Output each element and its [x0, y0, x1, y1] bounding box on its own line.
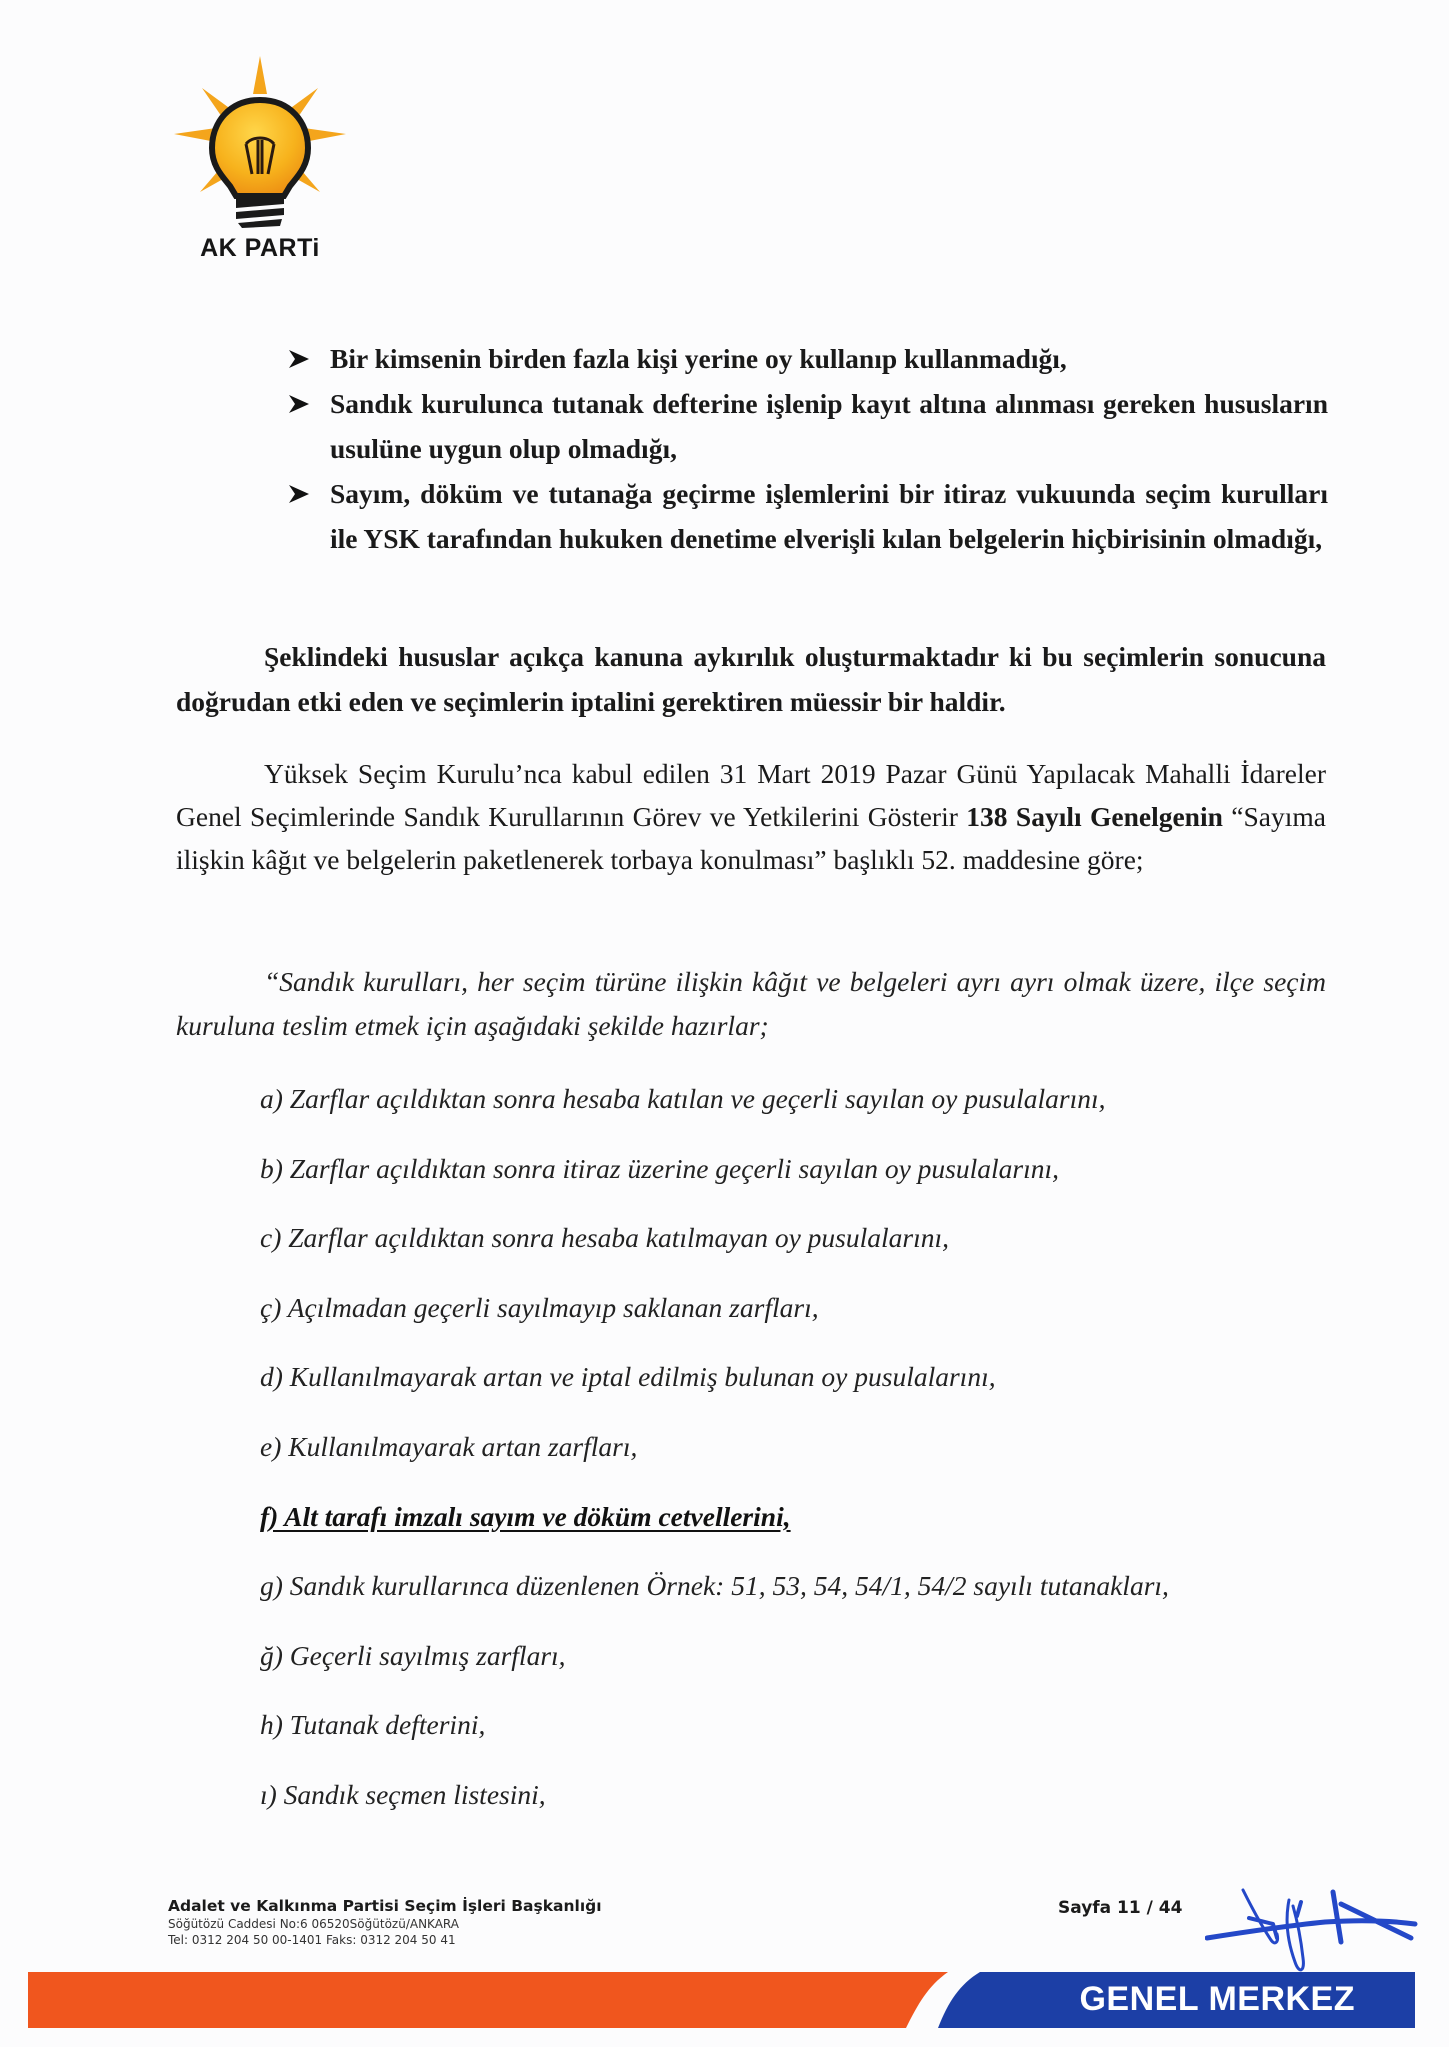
bullet-text: Sandık kurulunca tutanak defterine işlenip kayıt altına alınması gereken hususların usulüne uygun olup olmadığı,	[330, 388, 1328, 464]
document-items-list	[260, 1082, 1320, 1848]
list-item: ı) Sandık seçmen listesini,	[260, 1778, 546, 1810]
bullet-item	[288, 471, 1328, 561]
list-item: g) Sandık kurullarınca düzenlenen Örnek: 51, 53, 54, 54/1, 54/2 sayılı tutanakları,	[260, 1570, 1169, 1602]
conclusion-paragraph: Şeklindeki hususlar açıkça kanuna aykırılık oluşturmaktadır ki bu seçimlerin sonucuna doğrudan etki eden ve seçimlerin iptalini gerektiren müessir bir haldir.	[176, 641, 1326, 717]
arrowhead-bullet-icon	[288, 484, 310, 504]
quoted-article: “Sandık kurulları, her seçim türüne ilişkin kâğıt ve belgeleri ayrı ayrı olmak üzere, ilçe seçim kuruluna teslim etmek için aşağıdaki şekilde hazırlar;	[176, 966, 1326, 1041]
regulation-paragraph	[176, 752, 1326, 881]
list-item: a) Zarflar açıldıktan sonra hesaba katılan ve geçerli sayılan oy pusulalarını,	[260, 1083, 1106, 1114]
circular-reference: 138 Sayılı Genelgenin	[966, 801, 1223, 832]
bullet-item	[288, 336, 1328, 381]
list-item: d) Kullanılmayarak artan ve iptal edilmiş bulunan oy pusulalarını,	[260, 1361, 996, 1393]
arrowhead-bullet-icon	[288, 349, 310, 369]
footer-band-orange	[28, 1972, 948, 2028]
page-number: Sayfa 11 / 44	[1058, 1898, 1183, 1918]
signature-icon	[1205, 1880, 1420, 1980]
ak-parti-logo	[172, 52, 348, 272]
logo-text: AK PARTi	[200, 234, 320, 262]
list-item: ç) Açılmadan geçerli sayılmayıp saklanan zarfları,	[260, 1291, 819, 1323]
list-item-emphasized: f) Alt tarafı imzalı sayım ve döküm cetvellerini,	[260, 1500, 791, 1532]
footer-band-label: GENEL MERKEZ	[1079, 1980, 1355, 2018]
list-item: c) Zarflar açıldıktan sonra hesaba katılmayan oy pusulalarını,	[260, 1222, 949, 1254]
list-item: ğ) Geçerli sayılmış zarfları,	[260, 1639, 566, 1671]
paragraph-text: “Sayıma ilişkin kâğıt ve belgelerin paketlenerek torbaya konulması” başlıklı 52. maddesine göre;	[176, 801, 1326, 875]
footer-phone: Tel: 0312 204 50 00-1401 Faks: 0312 204 50 41	[168, 1933, 456, 1947]
bullet-list	[288, 336, 1328, 561]
footer-organization: Adalet ve Kalkınma Partisi Seçim İşleri Başkanlığı	[168, 1897, 602, 1915]
footer-address: Söğütözü Caddesi No:6 06520Söğütözü/ANKARA	[168, 1917, 459, 1931]
arrowhead-bullet-icon	[288, 394, 310, 414]
bullet-text: Bir kimsenin birden fazla kişi yerine oy kullanıp kullanmadığı,	[330, 343, 1067, 374]
paragraph-text: Yüksek Seçim Kurulu’nca kabul edilen 31 Mart 2019 Pazar Günü Yapılacak Mahalli İdareler Genel Seçimlerinde Sandık Kurullarının Görev ve Yetkilerini Gösterir	[176, 758, 1326, 832]
footer-contact	[168, 1896, 602, 1948]
list-item: b) Zarflar açıldıktan sonra itiraz üzerine geçerli sayılan oy pusulalarını,	[260, 1152, 1060, 1184]
footer-band	[28, 1972, 1415, 2028]
list-item: h) Tutanak defterini,	[260, 1709, 486, 1741]
bullet-text: Sayım, döküm ve tutanağa geçirme işlemlerini bir itiraz vukuunda seçim kurulları ile YSK tarafından hukuken denetime elverişli kılan belgelerin hiçbirisinin olmadığı,	[330, 478, 1328, 554]
list-item: e) Kullanılmayarak artan zarfları,	[260, 1430, 638, 1462]
bullet-item	[288, 381, 1328, 471]
lightbulb-sunburst-icon	[172, 52, 348, 232]
